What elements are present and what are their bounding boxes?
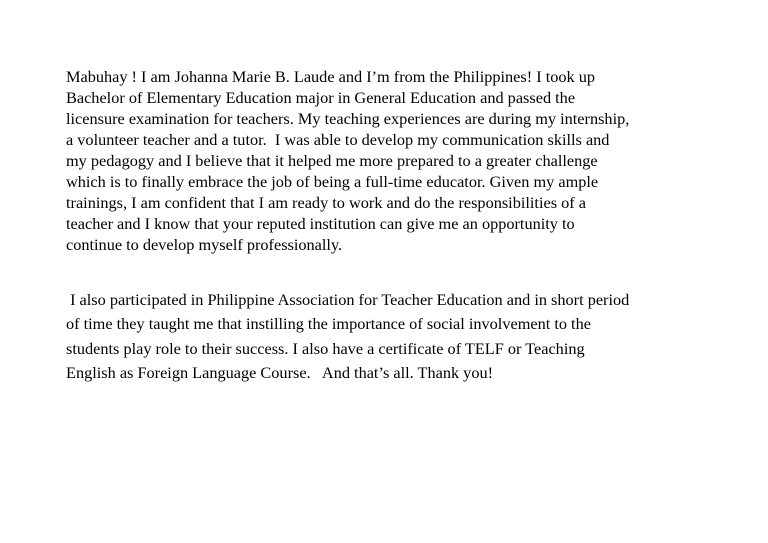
paragraph-participation (66, 288, 629, 385)
paragraph-line: trainings, I am confident that I am ready to work and do the responsibilities of a (66, 193, 586, 212)
paragraph-line: a volunteer teacher and a tutor. I was able to develop my communication skills and (66, 130, 610, 149)
paragraph-line: my pedagogy and I believe that it helped me more prepared to a greater challenge (66, 151, 598, 170)
paragraph-line: English as Foreign Language Course. And that’s all. Thank you! (66, 362, 494, 382)
paragraph-line: which is to finally embrace the job of being a full-time educator. Given my ample (66, 172, 599, 191)
paragraph-line: of time they taught me that instilling the importance of social involvement to the (66, 314, 591, 334)
paragraph-line: students play role to their success. I also have a certificate of TELF or Teaching (66, 338, 585, 358)
paragraph-line: continue to develop myself professionally. (66, 235, 343, 254)
paragraph-line: I also participated in Philippine Association for Teacher Education and in short period (66, 290, 630, 309)
paragraph-line: Bachelor of Elementary Education major in General Education and passed the (66, 88, 576, 107)
paragraph-introduction (66, 66, 629, 255)
paragraph-line: licensure examination for teachers. My teaching experiences are during my internship, (66, 109, 630, 128)
paragraph-line: teacher and I know that your reputed institution can give me an opportunity to (66, 214, 575, 233)
paragraph-line: Mabuhay ! I am Johanna Marie B. Laude and I’m from the Philippines! I took up (66, 67, 596, 86)
